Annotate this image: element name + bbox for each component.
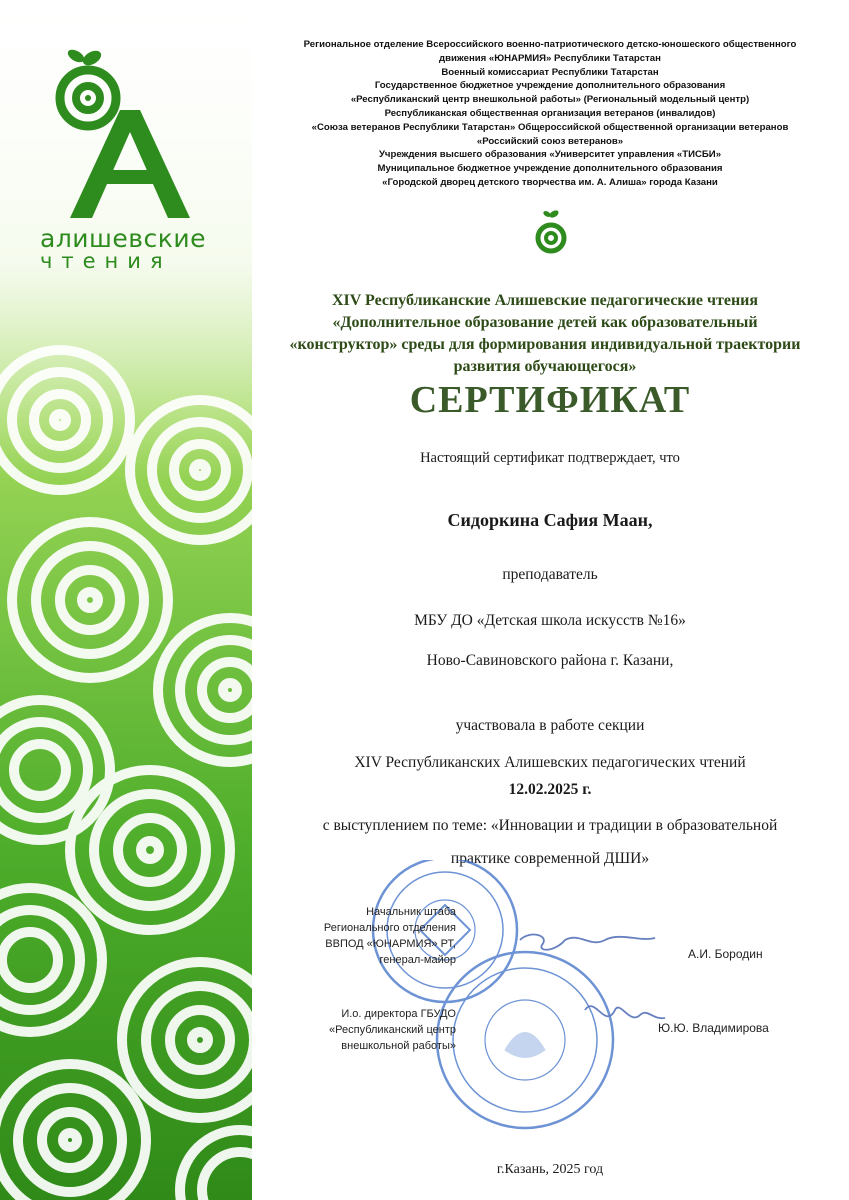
footer-place-year: г.Казань, 2025 год: [496, 1162, 604, 1177]
event-date: 12.02.2025 г.: [508, 781, 592, 798]
logo-text-line2: чтения: [40, 249, 172, 273]
signer-title-line: Регионального отделения: [323, 922, 456, 934]
apple-spiral-icon: [60, 47, 116, 126]
topic-line-1: с выступлением по теме: «Инновации и традиции в образовательной: [322, 817, 778, 834]
organization-line: «Российский союз ветеранов»: [476, 135, 624, 147]
signer-title-line: генерал-майор: [379, 954, 456, 966]
recipient-district: Ново-Савиновского района г. Казани,: [426, 652, 674, 669]
organizations-header: [290, 38, 810, 190]
organization-line: Военный комиссариат Республики Татарстан: [441, 66, 659, 78]
certificate-heading: СЕРТИФИКАТ: [409, 379, 691, 421]
event-name: XIV Республиканских Алишевских педагогических чтений: [354, 754, 746, 771]
leopard-emblem-icon: [505, 1033, 545, 1058]
participation-text: участвовала в работе секции: [455, 717, 645, 734]
event-title: [262, 290, 828, 378]
organization-line: «Республиканский центр внешкольной работы» (Региональный модельный центр): [350, 94, 750, 106]
signer-2-name: Ю.Ю. Владимирова: [658, 1021, 769, 1035]
topic-line-2: практике современной ДШИ»: [450, 850, 650, 867]
organization-line: Региональное отделение Всероссийского военно-патриотического детско-юношеского общественного: [303, 39, 797, 50]
signer-title-line: И.о. директора ГБУДО: [341, 1008, 456, 1020]
organization-line: Учреждения высшего образования «Университет управления «ТИСБИ»: [378, 149, 722, 161]
organization-line: «Союза ветеранов Республики Татарстан» Общероссийской общественной организации ветеранов: [311, 121, 789, 133]
event-title-line: развития обучающегося»: [453, 358, 637, 375]
organization-line: «Городской дворец детского творчества им. А. Алиша» города Казани: [382, 176, 718, 188]
signature-2-scribble: [585, 1006, 665, 1018]
signer-2-title: [280, 1006, 456, 1054]
recipient-institution: МБУ ДО «Детская школа искусств №16»: [414, 612, 686, 629]
organization-line: Государственное бюджетное учреждение дополнительного образования: [374, 80, 726, 92]
signature-1-scribble: [520, 935, 655, 950]
recipient-position: преподаватель: [502, 566, 598, 583]
recipient-name: Сидоркина Сафия Маан,: [447, 510, 653, 530]
event-title-line: «Дополнительное образование детей как образовательный: [332, 314, 758, 331]
signer-1-title: [280, 904, 456, 968]
signer-title-line: Начальник штаба: [366, 906, 456, 918]
event-title-line: «конструктор» среды для формирования индивидуальной траектории: [289, 336, 801, 353]
signer-title-line: «Республиканский центр: [329, 1024, 456, 1036]
confirm-text: Настоящий сертификат подтверждает, что: [420, 450, 680, 466]
event-title-line: XIV Республиканские Алишевские педагогические чтения: [331, 292, 759, 309]
signer-1-name: А.И. Бородин: [688, 947, 763, 961]
signer-title-line: внешкольной работы»: [341, 1040, 456, 1052]
organization-line: Республиканская общественная организация ветеранов (инвалидов): [384, 107, 716, 119]
signer-title-line: ВВПОД «ЮНАРМИЯ» РТ,: [325, 938, 456, 950]
signature-area: [280, 860, 840, 1150]
small-apple-emblem-icon: [534, 208, 568, 258]
organization-line: движения «ЮНАРМИЯ» Республики Татарстан: [439, 52, 661, 64]
logo-text-line1: алишевские: [40, 224, 207, 253]
organization-line: Муниципальное бюджетное учреждение дополнительного образования: [377, 163, 723, 175]
